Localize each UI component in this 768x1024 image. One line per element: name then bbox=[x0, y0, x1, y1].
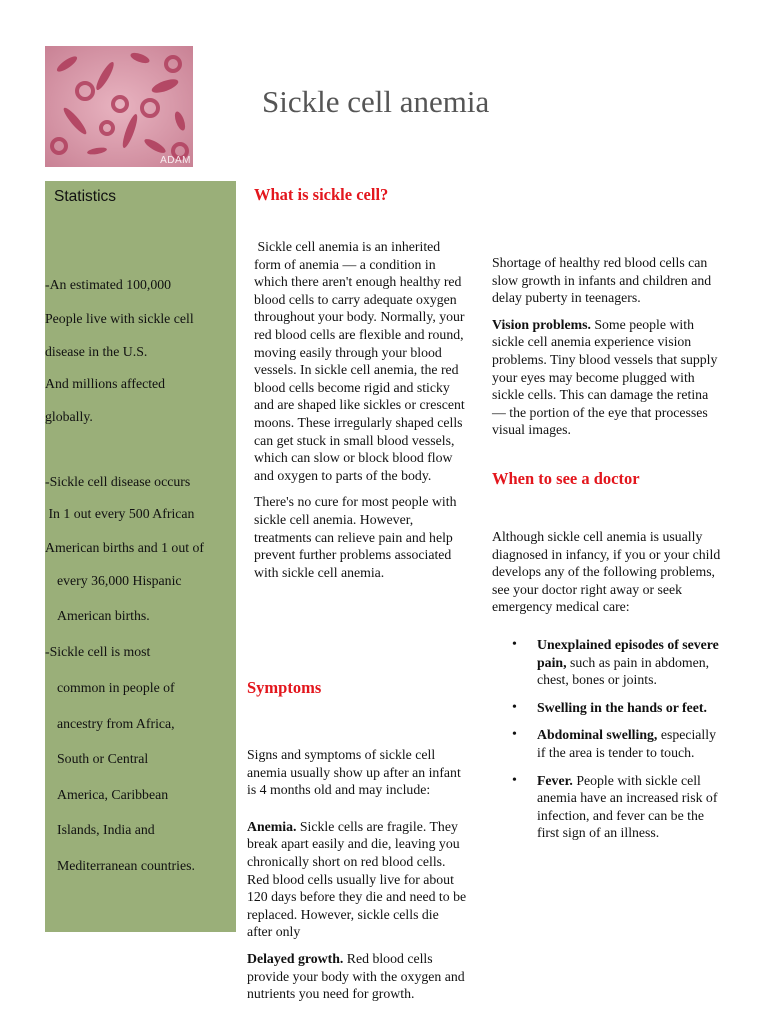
statistics-line: ancestry from Africa, bbox=[57, 716, 175, 731]
growth-term: Delayed growth. bbox=[247, 950, 344, 966]
vision-paragraph bbox=[492, 316, 724, 439]
statistics-line: And millions affected bbox=[45, 376, 166, 391]
statistics-line: America, Caribbean bbox=[57, 787, 169, 802]
anemia-term: Anemia. bbox=[247, 818, 297, 834]
warning-sign-item bbox=[537, 726, 727, 761]
warning-sign-term: Swelling in the hands or feet. bbox=[537, 699, 707, 715]
shortage-paragraph: Shortage of healthy red blood cells can slow growth in infants and children and delay puberty in teenagers. bbox=[492, 255, 712, 306]
statistics-line: South or Central bbox=[57, 751, 149, 766]
symptoms-heading: Symptoms bbox=[247, 678, 322, 697]
warning-sign-item bbox=[537, 699, 727, 717]
warning-signs-list bbox=[537, 636, 727, 842]
warning-list-wrap bbox=[537, 636, 727, 852]
page-title: Sickle cell anemia bbox=[262, 84, 490, 119]
statistics-line: common in people of bbox=[57, 680, 175, 695]
sickle-cell-photo bbox=[45, 46, 193, 167]
no-cure-paragraph: There's no cure for most people with sickle cell anemia. However, treatments can relieve pain and help prevent further problems associated with sickle cell anemia. bbox=[254, 494, 457, 580]
statistics-sidebar bbox=[45, 181, 236, 932]
anemia-paragraph bbox=[247, 818, 467, 941]
warning-sign-text: People with sickle cell anemia have an increased risk of infection, and fever can be the first sign of an illness. bbox=[537, 772, 718, 841]
vision-term: Vision problems. bbox=[492, 316, 591, 332]
warning-sign-term: Unexplained episodes of severe pain, bbox=[537, 637, 719, 670]
what-is-paragraph: Sickle cell anemia is an inherited form of anemia — a condition in which there aren't enough healthy red blood cells to carry adequate oxygen throughout your body. Normally, your red blood cells are flexible and round, moving easily through your blood vessels. In sickle cell anemia, the red blood cells become rigid and sticky and are shaped like sickles or crescent moons. These irregularly shaped cells can get stuck in small blood vessels, which can slow or block blood flow and oxygen to parts of the body. bbox=[254, 239, 469, 483]
warning-sign-term: Fever. bbox=[537, 772, 573, 788]
doctor-intro: Although sickle cell anemia is usually diagnosed in infancy, if you or your child develops any of the following problems, see your doctor right away or seek emergency medical care: bbox=[492, 529, 721, 615]
statistics-line: American births. bbox=[57, 608, 150, 623]
right-column bbox=[492, 254, 724, 439]
what-is-heading-wrap bbox=[254, 186, 466, 204]
statistics-line: globally. bbox=[45, 409, 93, 424]
statistics-line: -Sickle cell is most bbox=[45, 644, 151, 659]
doctor-heading: When to see a doctor bbox=[492, 469, 640, 488]
warning-sign-text: such as pain in abdomen, chest, bones or joints. bbox=[537, 654, 710, 688]
image-credit: ADAM bbox=[160, 155, 191, 166]
statistics-line: Mediterranean countries. bbox=[57, 858, 195, 873]
growth-paragraph bbox=[247, 950, 467, 1003]
statistics-line: -An estimated 100,000 bbox=[45, 277, 172, 292]
warning-sign-text: especially if the area is tender to touch. bbox=[537, 727, 716, 760]
statistics-line: Islands, India and bbox=[57, 822, 155, 837]
statistics-line: -Sickle cell disease occurs bbox=[45, 474, 191, 489]
warning-sign-term: Abdominal swelling, bbox=[537, 727, 658, 743]
statistics-line: In 1 out every 500 African bbox=[45, 506, 195, 521]
warning-sign-item bbox=[537, 636, 727, 689]
doctor-section bbox=[492, 528, 726, 616]
growth-text: Red blood cells provide your body with the oxygen and nutrients you need for growth. bbox=[247, 950, 465, 1002]
vision-text: Some people with sickle cell anemia experience vision problems. Tiny blood vessels that supply your eyes may become plugged with sickle cells. This can damage the retina — the portion of the eye that processes visual images. bbox=[492, 316, 718, 438]
sidebar-heading: Statistics bbox=[54, 188, 117, 205]
symptoms-intro: Signs and symptoms of sickle cell anemia usually show up after an infant is 4 months old and may include: bbox=[247, 747, 461, 798]
symptoms-section bbox=[247, 746, 467, 1003]
what-is-heading: What is sickle cell? bbox=[254, 185, 389, 204]
statistics-line: every 36,000 Hispanic bbox=[57, 573, 182, 588]
anemia-text: Sickle cells are fragile. They break apart easily and die, leaving you chronically short on red blood cells. Red blood cells usually live for about 120 days before they die and need to be replaced. However, sickle cells die after only bbox=[247, 818, 467, 940]
warning-sign-item bbox=[537, 772, 727, 842]
what-is-section bbox=[254, 238, 469, 581]
doctor-heading-wrap bbox=[492, 470, 724, 488]
statistics-line: disease in the U.S. bbox=[45, 344, 148, 359]
statistics-line: American births and 1 out of bbox=[45, 540, 205, 555]
statistics-line: People live with sickle cell bbox=[45, 311, 194, 326]
symptoms-heading-wrap bbox=[247, 679, 467, 697]
